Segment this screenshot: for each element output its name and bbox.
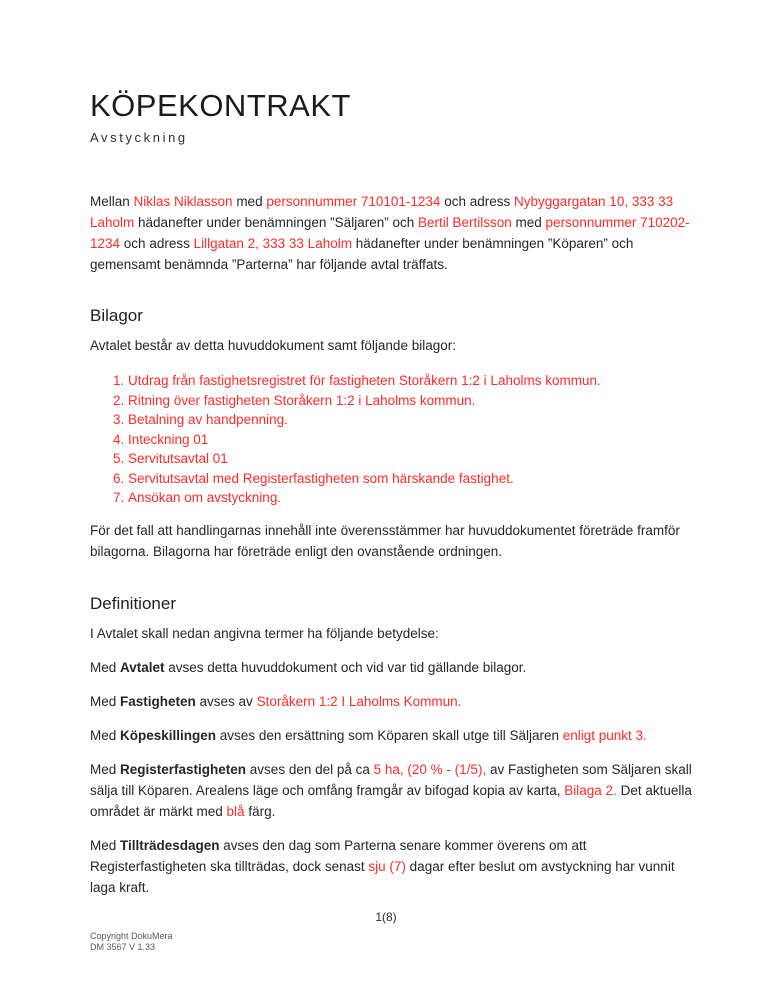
body-text-run: och adress — [120, 236, 194, 251]
page-number: 1(8) — [375, 910, 397, 924]
defined-term: Köpeskillingen — [120, 727, 217, 743]
body-text-run: Med — [90, 837, 121, 853]
definition-tilltradesdagen — [90, 835, 700, 898]
bilagor-lead: Avtalet består av detta huvuddokument samt följande bilagor: — [90, 338, 456, 353]
definition-registerfastigheten — [90, 759, 700, 822]
body-text-run: avses den ersättning som Köparen skall utge till Säljaren — [216, 727, 563, 743]
bilaga-list-item: 7. Ansökan om avstyckning. — [128, 488, 700, 508]
body-text-run: färg. — [244, 803, 276, 819]
fill-in-value: blå — [226, 803, 245, 819]
defined-term: Registerfastigheten — [120, 761, 247, 777]
body-text-run: avses den del på ca — [246, 761, 374, 777]
copyright-footer — [90, 931, 173, 953]
fill-in-value: Bertil Bertilsson — [417, 215, 512, 230]
fill-in-value: Bilaga 2. — [564, 782, 617, 798]
definitioner-lead: I Avtalet skall nedan angivna termer ha följande betydelse: — [90, 625, 439, 641]
defined-term: Avtalet — [120, 659, 165, 675]
body-text-run: med — [511, 215, 546, 230]
bilaga-list-item: 6. Servitutsavtal med Registerfastigheten som härskande fastighet. — [128, 469, 700, 489]
definition-fastigheten — [90, 691, 700, 712]
body-text-run: avses detta huvuddokument och vid var tid gällande bilagor. — [164, 659, 527, 675]
fill-in-value: sju (7) — [368, 858, 406, 874]
body-text-run: avses av — [195, 693, 257, 709]
document-subtitle: Avstyckning — [90, 130, 188, 145]
copyright-line2: DM 3567 V 1.33 — [90, 942, 156, 952]
fill-in-value: Lillgatan 2, 333 33 Laholm — [193, 236, 352, 251]
section-heading-definitioner: Definitioner — [90, 593, 176, 613]
bilaga-list — [90, 371, 700, 508]
definition-kopeskillingen — [90, 725, 700, 746]
fill-in-value: Storåkern 1:2 I Laholms Kommun. — [256, 693, 462, 709]
body-text-run: avses den dag som Parterna senare kommer överens om att Registerfastigheten ska tillträdas, dock senast — [90, 837, 587, 874]
document-title: KÖPEKONTRAKT — [90, 88, 351, 123]
fill-in-value: personnummer 710202-1234 — [90, 215, 690, 251]
body-text-run: och adress — [440, 194, 514, 209]
bilaga-list-item: 3. Betalning av handpenning. — [128, 410, 700, 430]
copyright-line1: Copyright DokuMera — [90, 931, 173, 941]
bilaga-list-item: 5. Servitutsavtal 01 — [128, 449, 700, 469]
body-text-run: hädanefter under benämningen ”Säljaren” och — [134, 215, 418, 230]
body-text-run: Med — [90, 693, 121, 709]
intro-paragraph — [90, 191, 700, 275]
body-text-run: med — [232, 194, 267, 209]
bilaga-list-item: 4. Inteckning 01 — [128, 430, 700, 450]
fill-in-value: Nybyggargatan 10, 333 33 Laholm — [90, 194, 674, 230]
body-text-run: Med — [90, 727, 121, 743]
body-text-run: Det aktuella området är märkt med — [90, 782, 692, 819]
section-heading-bilagor: Bilagor — [90, 306, 143, 325]
bilaga-list-item: 1. Utdrag från fastighetsregistret för fastigheten Storåkern 1:2 i Laholms kommun. — [128, 371, 700, 391]
body-text-run: av Fastigheten som Säljaren skall sälja till Köparen. Arealens läge och omfång framgår av bifogad kopia av karta, — [90, 761, 692, 798]
body-text-run: hädanefter under benämningen ”Köparen” och gemensamt benämnda ”Parterna” har följande avtal träffats. — [90, 236, 634, 272]
defined-term: Tillträdesdagen — [120, 837, 220, 853]
body-text-run: Med — [90, 659, 121, 675]
defined-term: Fastigheten — [120, 693, 196, 709]
body-text-run: Med — [90, 761, 121, 777]
fill-in-value: personnummer 710101-1234 — [266, 194, 441, 209]
fill-in-value: enligt punkt 3. — [562, 727, 647, 743]
fill-in-value: 5 ha, (20 % - (1/5), — [373, 761, 487, 777]
bilaga-list-item: 2. Ritning över fastigheten Storåkern 1:2 i Laholms kommun. — [128, 391, 700, 411]
fill-in-value: Niklas Niklasson — [133, 194, 233, 209]
definition-avtalet — [90, 657, 700, 678]
body-text-run: dagar efter beslut om avstyckning har vunnit laga kraft. — [90, 858, 675, 895]
bilagor-note: För det fall att handlingarnas innehåll inte överensstämmer har huvuddokumentet företräde framför bilagorna. Bilagorna har företräde enligt den ovanstående ordningen. — [90, 522, 680, 559]
body-text-run: Mellan — [90, 194, 134, 209]
